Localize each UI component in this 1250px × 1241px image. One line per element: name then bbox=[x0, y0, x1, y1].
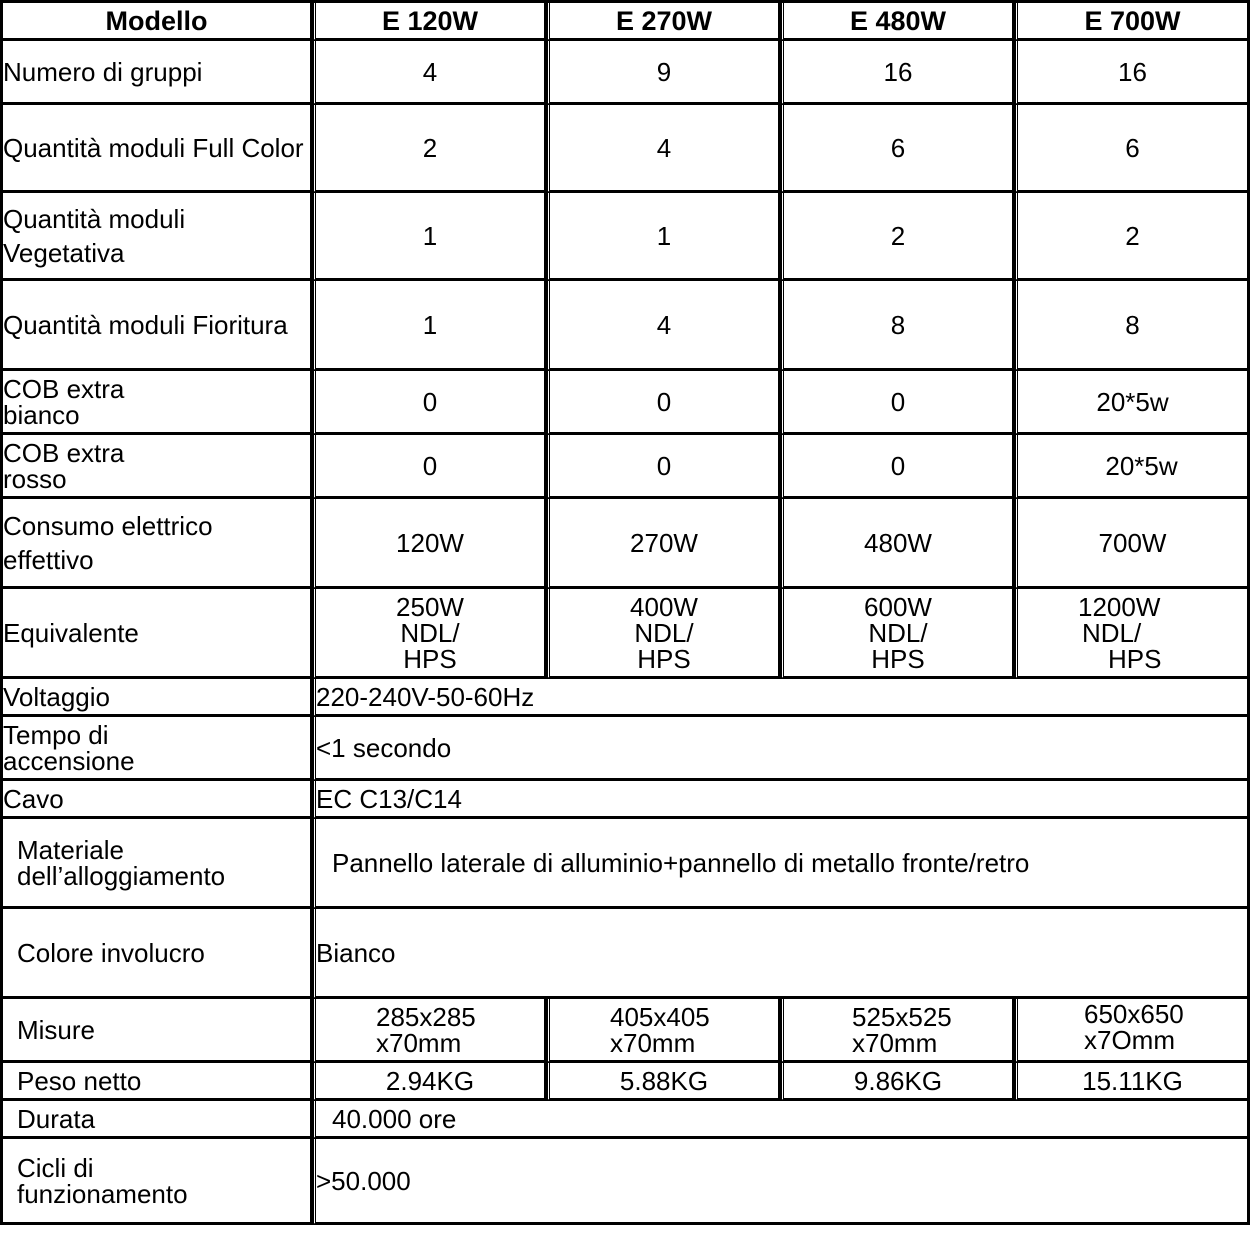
row-label bbox=[3, 435, 313, 499]
row-span-value: Bianco bbox=[313, 909, 1250, 999]
row-label: Misure bbox=[3, 999, 313, 1063]
row-label-text: Cicli di funzionamento bbox=[17, 1152, 188, 1209]
size-line: 525x525 bbox=[852, 1001, 952, 1032]
equivalent-line: NDL/ bbox=[1082, 617, 1142, 648]
row-value: 16 bbox=[781, 41, 1015, 105]
row-label-text: Materiale dell’alloggiamento bbox=[17, 834, 226, 891]
equivalent-line: 250W bbox=[396, 591, 464, 622]
row-value: 6 bbox=[1015, 105, 1250, 193]
table-row bbox=[3, 1101, 1250, 1139]
row-span-value: 220-240V-50-60Hz bbox=[313, 679, 1250, 717]
size-line: 405x405 bbox=[610, 1001, 710, 1032]
row-label-text: COB extra rosso bbox=[3, 437, 125, 494]
header-model: E 700W bbox=[1015, 3, 1250, 41]
size-line: x70mm bbox=[852, 1027, 938, 1058]
row-value: 2 bbox=[1015, 193, 1250, 281]
table-row bbox=[3, 679, 1250, 717]
row-label: Cavo bbox=[3, 781, 313, 819]
table-row bbox=[3, 193, 1250, 281]
size-cell bbox=[547, 999, 781, 1063]
row-label: Quantità moduli Fioritura bbox=[3, 281, 313, 371]
table-row bbox=[3, 281, 1250, 371]
row-value: 0 bbox=[547, 371, 781, 435]
row-value: 1 bbox=[547, 193, 781, 281]
size-line: x7Omm bbox=[1084, 1025, 1175, 1055]
row-value: 0 bbox=[781, 371, 1015, 435]
row-value: 2.94KG bbox=[313, 1063, 547, 1101]
table-row bbox=[3, 999, 1250, 1063]
row-label bbox=[3, 371, 313, 435]
row-value: 1 bbox=[313, 281, 547, 371]
row-value: 480W bbox=[781, 499, 1015, 589]
header-model: E 270W bbox=[547, 3, 781, 41]
equivalent-cell bbox=[313, 589, 547, 679]
row-value: 8 bbox=[1015, 281, 1250, 371]
row-value: 5.88KG bbox=[547, 1063, 781, 1101]
row-label: Numero di gruppi bbox=[3, 41, 313, 105]
row-value-cob bbox=[1015, 435, 1250, 499]
row-label: Voltaggio bbox=[3, 679, 313, 717]
size-line: x70mm bbox=[376, 1027, 462, 1058]
row-span-value: >50.000 bbox=[313, 1139, 1250, 1225]
row-label: Peso netto bbox=[3, 1063, 313, 1101]
equivalent-line: HPS bbox=[871, 643, 925, 674]
row-label-text: COB extra bianco bbox=[3, 373, 125, 430]
equivalent-line: HPS bbox=[1108, 643, 1162, 674]
equivalent-line: NDL/ bbox=[400, 617, 460, 648]
row-value: 0 bbox=[313, 371, 547, 435]
row-span-value: EC C13/C14 bbox=[313, 781, 1250, 819]
row-value: 4 bbox=[547, 105, 781, 193]
header-model-label: Modello bbox=[3, 3, 313, 41]
row-label: Consumo elettrico effettivo bbox=[3, 499, 313, 589]
row-label: Equivalente bbox=[3, 589, 313, 679]
row-value: 700W bbox=[1015, 499, 1250, 589]
size-cell bbox=[1015, 999, 1250, 1063]
row-label: Durata bbox=[3, 1101, 313, 1139]
row-label: Quantità moduli Full Color bbox=[3, 105, 313, 193]
row-label bbox=[3, 819, 313, 909]
row-value: 16 bbox=[1015, 41, 1250, 105]
row-value: 2 bbox=[313, 105, 547, 193]
table-row bbox=[3, 41, 1250, 105]
equivalent-cell bbox=[781, 589, 1015, 679]
row-span-value: <1 secondo bbox=[313, 717, 1250, 781]
equivalent-line: 600W bbox=[864, 591, 932, 622]
equivalent-cell bbox=[1015, 589, 1250, 679]
row-label: Quantità moduli Vegetativa bbox=[3, 193, 313, 281]
table-row bbox=[3, 781, 1250, 819]
table-row bbox=[3, 909, 1250, 999]
table-row bbox=[3, 589, 1250, 679]
header-row bbox=[3, 3, 1250, 41]
row-label bbox=[3, 1139, 313, 1225]
cob-value: 20*5w bbox=[1105, 450, 1178, 481]
size-line: x70mm bbox=[610, 1027, 696, 1058]
row-value: 4 bbox=[313, 41, 547, 105]
row-label-text: Tempo di accensione bbox=[3, 719, 135, 776]
row-value: 9 bbox=[547, 41, 781, 105]
row-value: 1 bbox=[313, 193, 547, 281]
row-span-value: 40.000 ore bbox=[313, 1101, 1250, 1139]
table-row bbox=[3, 819, 1250, 909]
header-model: E 480W bbox=[781, 3, 1015, 41]
table-row bbox=[3, 1139, 1250, 1225]
size-line: 285x285 bbox=[376, 1001, 476, 1032]
table-row bbox=[3, 105, 1250, 193]
row-value-cob bbox=[1015, 371, 1250, 435]
table-row bbox=[3, 717, 1250, 781]
row-value: 270W bbox=[547, 499, 781, 589]
row-value: 15.11KG bbox=[1015, 1063, 1250, 1101]
table-row bbox=[3, 435, 1250, 499]
equivalent-line: NDL/ bbox=[634, 617, 694, 648]
equivalent-line: 400W bbox=[630, 591, 698, 622]
equivalent-line: HPS bbox=[403, 643, 457, 674]
row-label: Colore involucro bbox=[3, 909, 313, 999]
equivalent-line: NDL/ bbox=[868, 617, 928, 648]
table-row bbox=[3, 499, 1250, 589]
size-cell bbox=[313, 999, 547, 1063]
header-model: E 120W bbox=[313, 3, 547, 41]
row-value: 8 bbox=[781, 281, 1015, 371]
row-value: 120W bbox=[313, 499, 547, 589]
row-value: 4 bbox=[547, 281, 781, 371]
table-row bbox=[3, 1063, 1250, 1101]
row-value: 0 bbox=[781, 435, 1015, 499]
row-value: 0 bbox=[547, 435, 781, 499]
table-row bbox=[3, 371, 1250, 435]
equivalent-line: HPS bbox=[637, 643, 691, 674]
cob-value: 20*5w bbox=[1096, 386, 1169, 417]
row-span-value: Pannello laterale di alluminio+pannello di metallo fronte/retro bbox=[313, 819, 1250, 909]
row-label bbox=[3, 717, 313, 781]
row-value: 0 bbox=[313, 435, 547, 499]
row-value: 2 bbox=[781, 193, 1015, 281]
equivalent-cell bbox=[547, 589, 781, 679]
row-value: 6 bbox=[781, 105, 1015, 193]
equivalent-line: 1200W bbox=[1078, 591, 1161, 622]
size-cell bbox=[781, 999, 1015, 1063]
row-value: 9.86KG bbox=[781, 1063, 1015, 1101]
size-line: 650x650 bbox=[1084, 999, 1184, 1029]
